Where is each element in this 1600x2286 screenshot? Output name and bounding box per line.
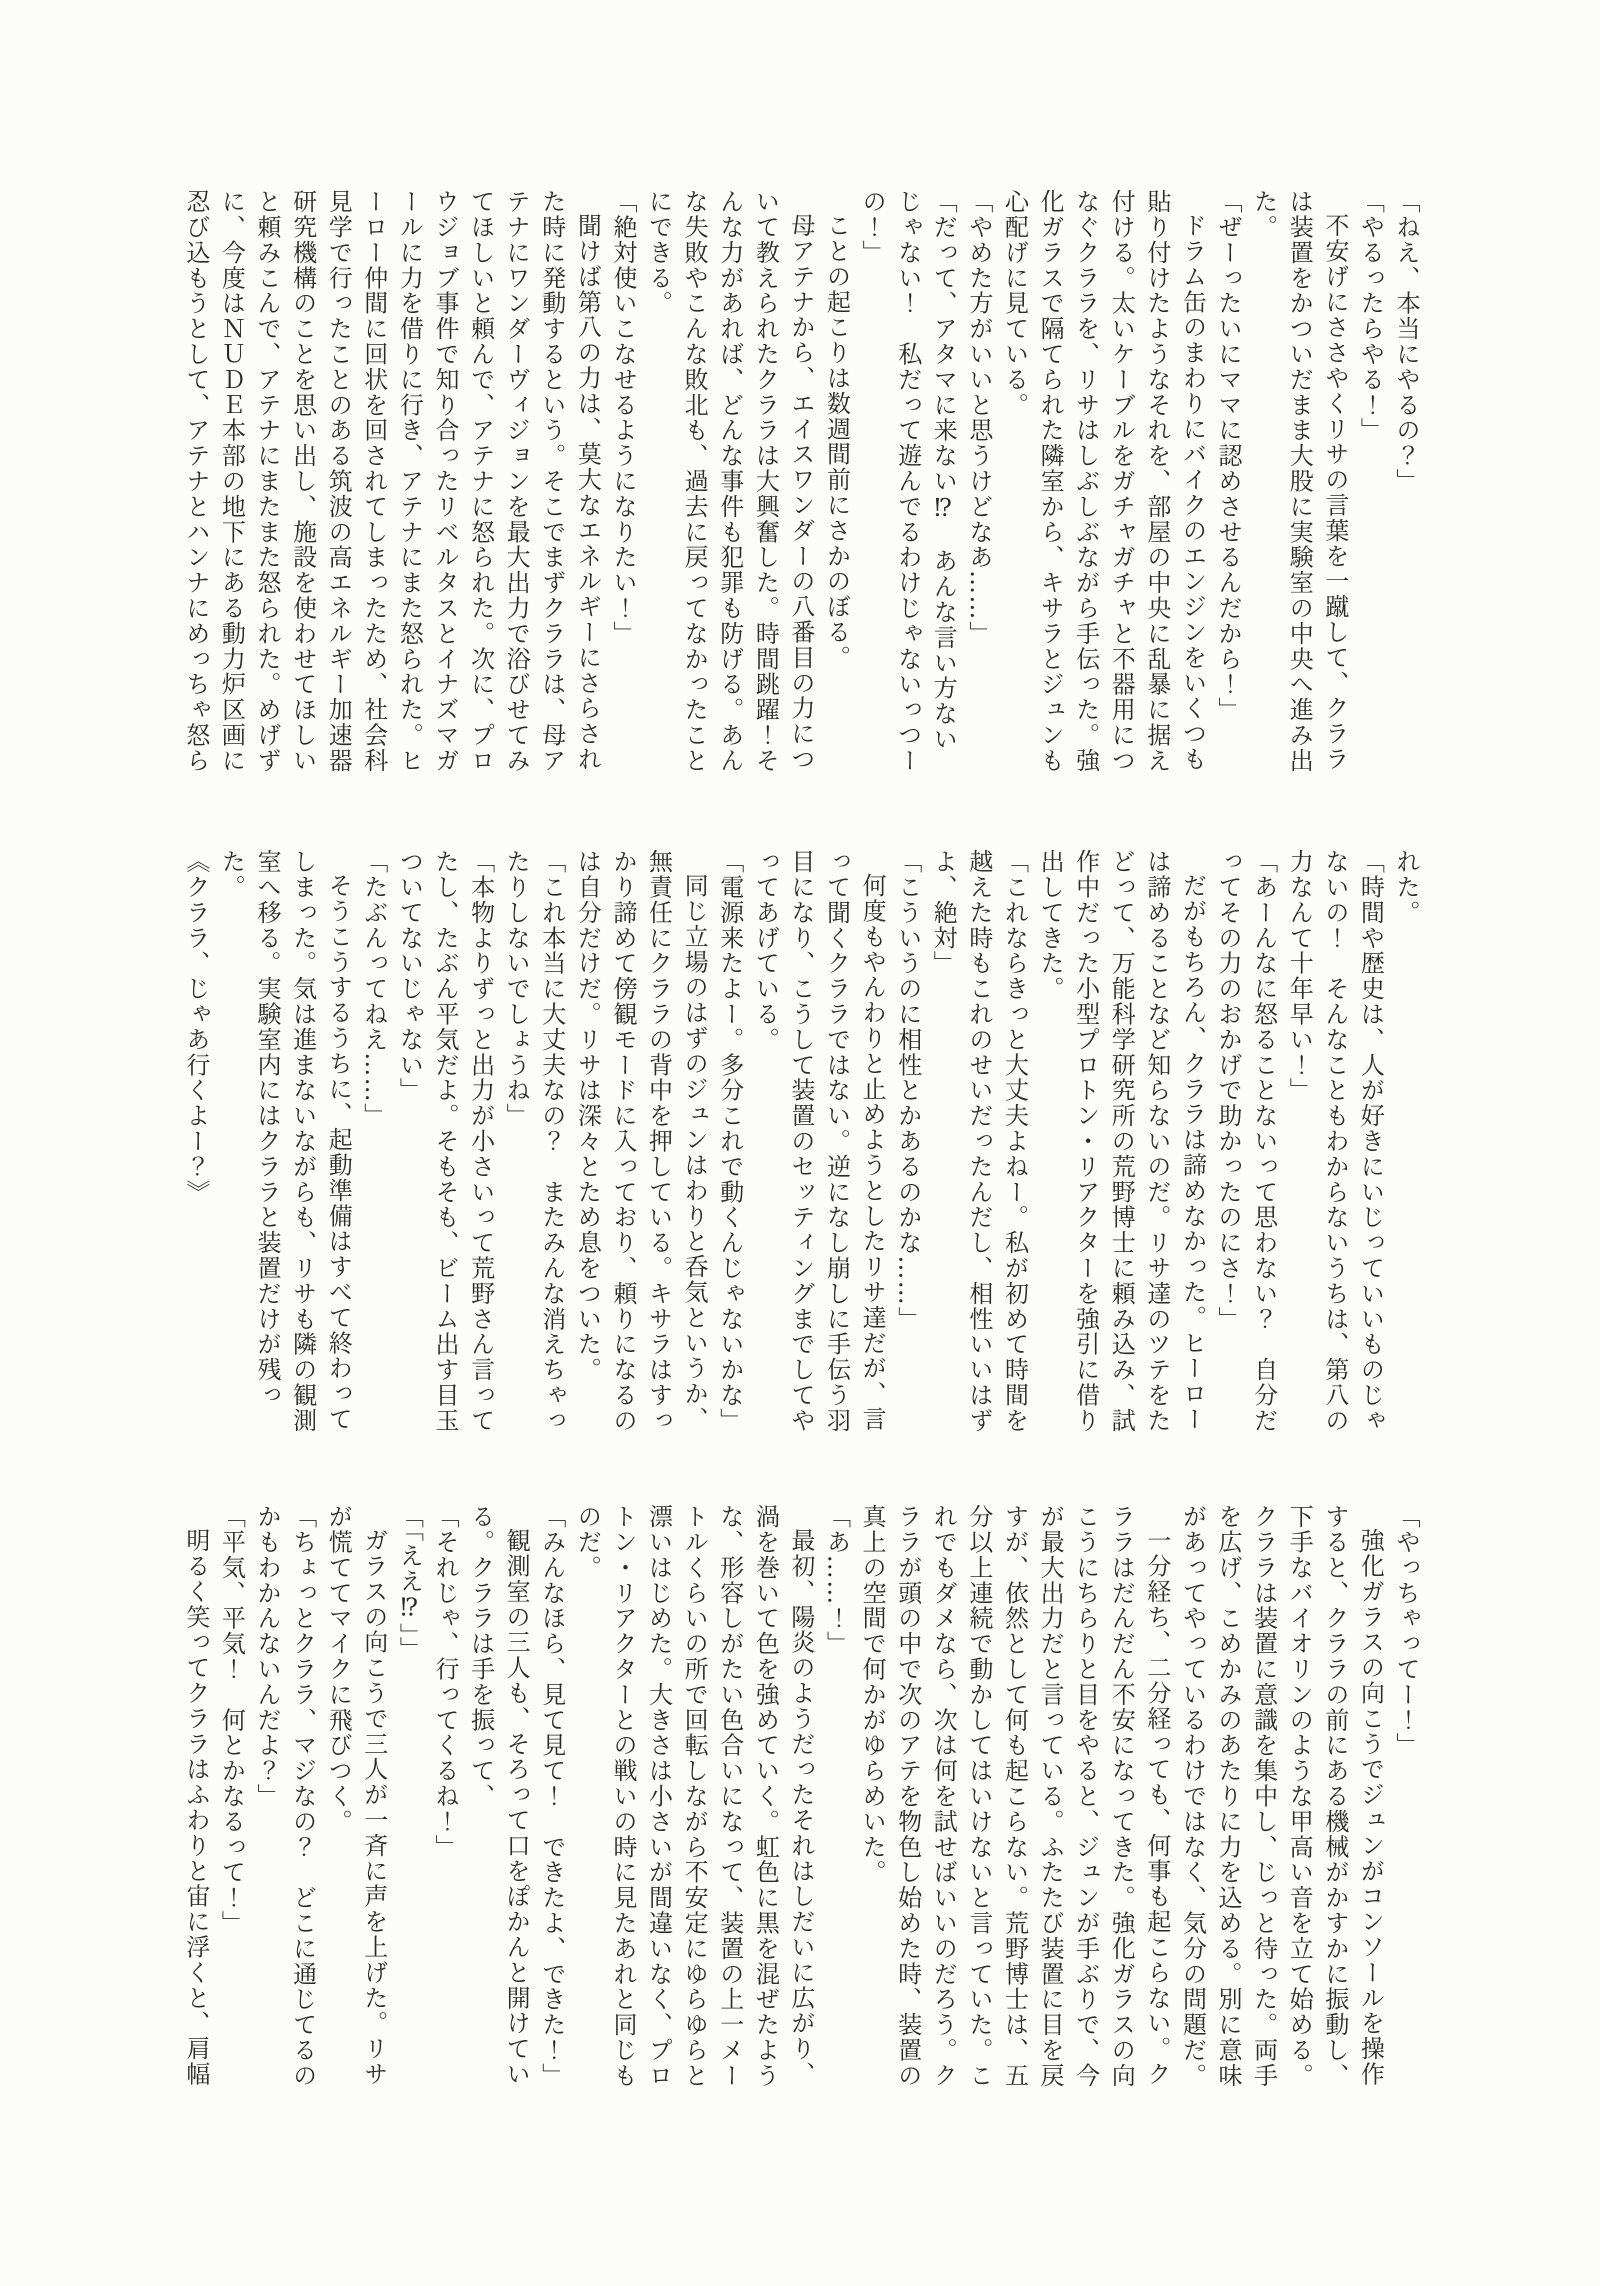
paragraph: 「時間や歴史は、人が好きにいじっていいものじゃないの！ そんなこともわからないうちは、第八の力なんて十年早い！」 xyxy=(1285,849,1385,1434)
paragraph: 「こういうのに相性とかあるのかな……」 xyxy=(893,849,922,1332)
paragraph: 「これならきっと大丈夫よねー。私が初めて時間を越えた時もこれのせいだったんだし、相性いいはずよ、絶対」 xyxy=(929,849,1029,1434)
paragraph: そうこうするうちに、起動準備はすべて終わってしまった。気は進まないながらも、リサも隣の観測室へ移る。実験室内にはクララと装置だけが残った。 xyxy=(217,849,353,1434)
paragraph: れた。 xyxy=(1392,849,1420,926)
paragraph: 「やっちゃってー！」 xyxy=(1392,1504,1420,1758)
paragraph: 「それじゃ、行ってくるね！」 xyxy=(430,1504,459,1860)
paragraph: 「やめた方がいいと思うけどなあ……」 xyxy=(964,189,993,647)
paragraph: 「やるったらやる！」 xyxy=(1356,189,1385,443)
paragraph: 「ねえ、本当にやるの？」 xyxy=(1392,189,1420,494)
text-tier-middle xyxy=(133,849,1423,1437)
paragraph: 「絶対使いこなせるようになりたい！」 xyxy=(608,189,637,647)
paragraph: ドラム缶のまわりにバイクのエンジンをいくつも貼り付けたようなそれを、部屋の中央に乱暴に据え付ける。太いケーブルをガチャガチャと不器用につなぐクララを、リサはしぶしぶながら手伝った。強化ガラスで隔てられた隣室から、キサラとジュンも心配げに見ている。 xyxy=(1000,189,1207,774)
paragraph: 「あーんなに怒ることないって思わない？ 自分だってその力のおかげで助かったのにさ！」 xyxy=(1214,849,1278,1434)
paragraph: 「あ……！」 xyxy=(822,1504,851,1657)
paragraph: 「本物よりずっと出力が小さいって荒野さん言ってたし、たぶん平気だよ。そもそも、ビーム出す目玉ついてないじゃない」 xyxy=(395,849,495,1434)
paragraph: 何度もやんわりと止めようとしたリサ達だが、言って聞くクララではない。逆になし崩しに手伝う羽目になり、こうして装置のセッティングまでしてやってあげている。 xyxy=(751,849,887,1434)
paragraph: 「ちょっとクララ、マジなの？ どこに通じてるのかもわかんないんだよ？」 xyxy=(253,1504,317,2089)
paragraph: 最初、陽炎のようだったそれはしだいに広がり、渦を巻いて色を強めていく。虹色に黒を混ぜたような、形容しがたい色合いになって、装置の上一メートルくらいの所で回転しながら不安定にゆらゆらと漂いはじめた。大きさは小さいが間違いなく、プロトン・リアクターとの戦いの時に見たあれと同じものだ。 xyxy=(573,1504,815,2089)
paragraph: 同じ立場のはずのジュンはわりと呑気というか、無責任にクララの背中を押している。キサラはすっかり諦めて傍観モードに入っており、頼りになるのは自分だけだ。リサは深々とため息をついた。 xyxy=(573,849,709,1434)
paragraph: 「平気、平気！ 何とかなるって！」 xyxy=(217,1504,246,1936)
paragraph: 「たぶんってねえ……」 xyxy=(359,849,388,1129)
paragraph: 《クララ、じゃあ行くよー？》 xyxy=(181,849,210,1205)
paragraph: 明るく笑ってクララはふわりと宙に浮くと、肩幅 xyxy=(181,1528,210,2087)
paragraph: だがもちろん、クララは諦めなかった。ヒーローは諦めることなど知らないのだ。リサ達のツテをたどって、万能科学研究所の荒野博士に頼み込み、試作中だった小型プロトン・リアクターを強引に借り出してきた。 xyxy=(1036,849,1207,1434)
paragraph: 「これ本当に大丈夫なの？ またみんな消えちゃったりしないでしょうね」 xyxy=(502,849,566,1434)
paragraph: 「「ええ⁉」」 xyxy=(395,1504,424,1662)
paragraph: 母アテナから、エイスワンダーの八番目の力について教えられたクララは大興奮した。時間跳躍！そんな力があれば、どんな事件も犯罪も防げる。あんな失敗やこんな敗北も、過去に戻ってなかったことにできる。 xyxy=(644,189,815,774)
text-tier-top xyxy=(133,189,1423,777)
paragraph: 「みんなほら、見て見て！ できたよ、できた！」 xyxy=(537,1504,566,2089)
text-tier-bottom xyxy=(133,1504,1423,2092)
paragraph: ことの起こりは数週間前にさかのぼる。 xyxy=(822,213,851,671)
paragraph: 不安げにささやくリサの言葉を一蹴して、クララは装置をかついだまま大股に実験室の中央へ進み出た。 xyxy=(1249,189,1349,774)
paragraph: 「電源来たよー。多分これで動くんじゃないかな」 xyxy=(715,849,744,1434)
paragraph: 一分経ち、二分経っても、何事も起こらない。クララはだんだん不安になってきた。強化ガラスの向こうにちらりと目をやると、ジュンが手ぶりで、今が最大出力だと言っている。ふたたび装置に目を戻すが、依然として何も起こらない。荒野博士は、五分以上連続で動かしてはいけないと言っていた。これでもダメなら、次は何を試せばいいのだろう。クララが頭の中で次のアテを物色し始めた時、装置の真上の空間で何かがゆらめいた。 xyxy=(858,1504,1171,2089)
paragraph: ガラスの向こうで三人が一斉に声を上げた。リサが慌ててマイクに飛びつく。 xyxy=(324,1504,388,2087)
paragraph: 「ぜーったいにママに認めさせるんだから！」 xyxy=(1214,189,1243,723)
paragraph: 「だって、アタマに来ない⁉ あんな言い方ないじゃない！ 私だって遊んでるわけじゃないっつーの！」 xyxy=(858,189,958,774)
paragraph: 観測室の三人も、そろって口をぽかんと開けている。クララは手を振って、 xyxy=(466,1504,531,2087)
paragraph: 聞けば第八の力は、莫大なエネルギーにさらされた時に発動するという。そこでまずクララは、母アテナにワンダーヴィジョンを最大出力で浴びせてみてほしいと頼んで、アテナに怒られた。次に、プロウジョブ事件で知り合ったリベルタスとイナズマガールに力を借りに行き、アテナにまた怒られた。ヒーロー仲間に回状を回されてしまったため、社会科見学で行ったことのある筑波の高エネルギー加速器研究機構のことを思い出し、施設を使わせてほしいと頼みこんで、アテナにまたまた怒られた。めげずに、今度はＮＵＤＥ本部の地下にある動力炉区画に忍び込もうとして、アテナとハンナにめっちゃ怒ら xyxy=(181,189,602,774)
paragraph: 強化ガラスの向こうでジュンがコンソールを操作すると、クララの前にある機械がかすかに振動し、下手なバイオリンのような甲高い音を立て始める。クララは装置に意識を集中し、じっと待った。両手を広げ、こめかみのあたりに力を込める。別に意味があってやっているわけではなく、気分の問題だ。 xyxy=(1178,1504,1385,2089)
